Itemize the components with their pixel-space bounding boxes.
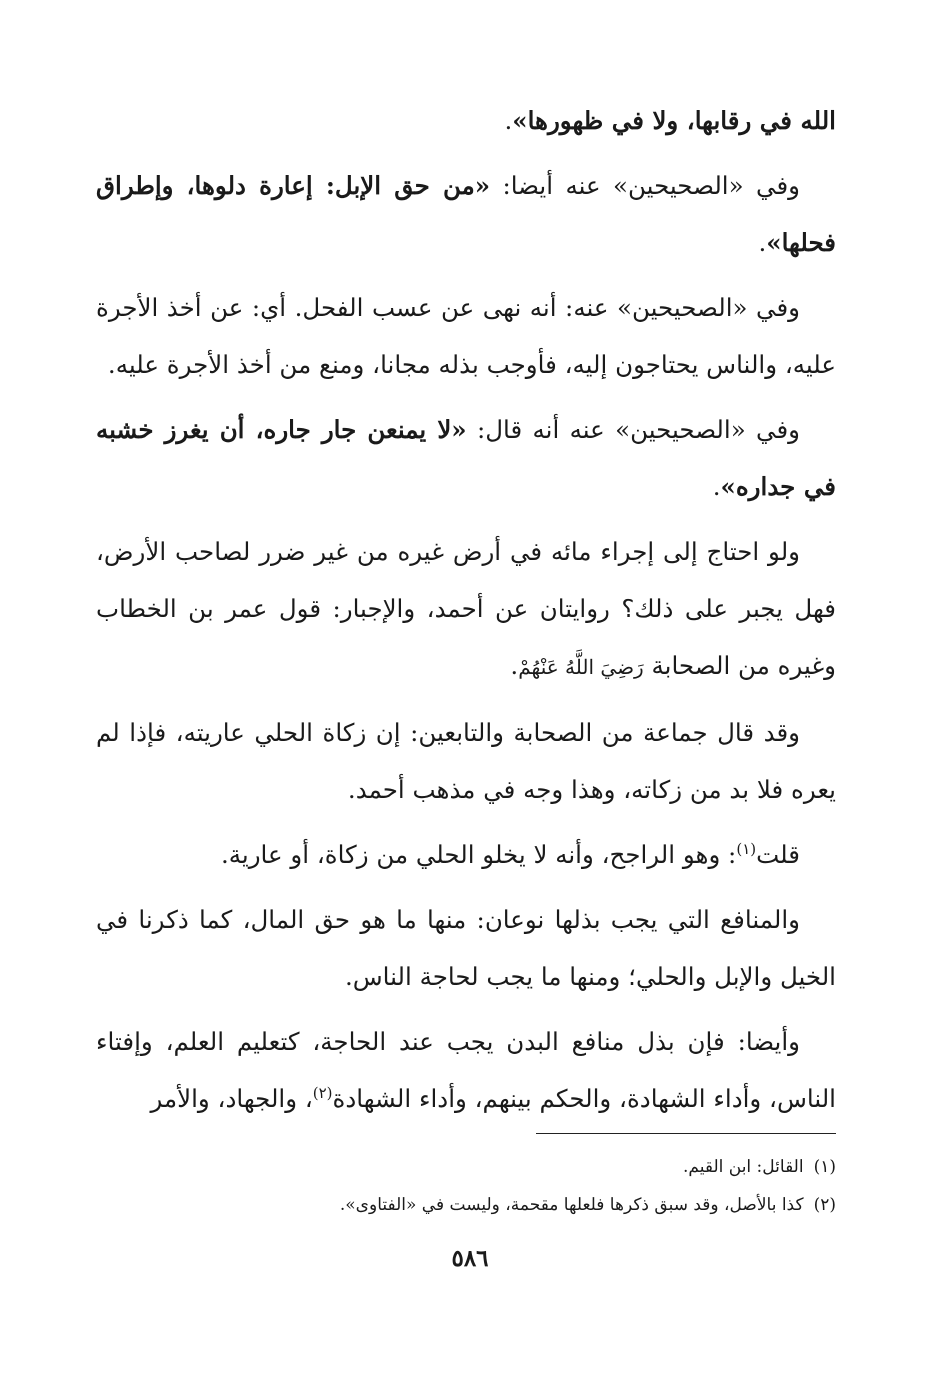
paragraph-text: .	[504, 106, 513, 135]
paragraph-text: وفي «الصحيحين» عنه: أنه نهى عن عسب الفحل. أي: عن أخذ الأجرة عليه، والناس يحتاجون إليه، فأوجب بذله مجانا، ومنع من أخذ الأجرة عليه.	[96, 293, 836, 379]
footnote-ref: (٢)	[312, 1083, 333, 1102]
paragraph-text: وقد قال جماعة من الصحابة والتابعين: إن زكاة الحلي عاريته، فإذا لم يعره فلا بد من زكاته، وهذا وجه في مذهب أحمد.	[96, 718, 836, 804]
paragraph-text: .	[712, 472, 721, 501]
page-number: ٥٨٦	[451, 1245, 489, 1272]
paragraph-text: وفي «الصحيحين» عنه أنه قال:	[466, 415, 801, 444]
paragraph-text: .	[758, 228, 767, 257]
paragraph	[96, 523, 836, 696]
paragraph-text: «من حق الإبل: إعارة دلوها، وإطراق فحلها»	[96, 171, 836, 257]
footnote	[100, 1148, 836, 1186]
paragraph-text: ولو احتاج إلى إجراء مائه في أرض غيره من غير ضرر لصاحب الأرض، فهل يجبر على ذلك؟ روايتان عن أحمد، والإجبار: قول عمر بن الخطاب وغيره من الصحابة	[96, 537, 836, 680]
paragraph-text: : وهو الراجح، وأنه لا يخلو الحلي من زكاة، أو عارية.	[220, 840, 737, 869]
paragraph-text: ، والجهاد، والأمر	[150, 1084, 313, 1113]
paragraph-text: قلت	[756, 840, 800, 869]
footnote	[100, 1186, 836, 1224]
footnote-text: كذا بالأصل، وقد سبق ذكرها فلعلها مقحمة، وليست في «الفتاوى».	[339, 1195, 804, 1215]
paragraph	[96, 704, 836, 818]
paragraph	[96, 157, 836, 271]
footnotes	[100, 1148, 836, 1224]
honorific-text: رَضِيَ اللَّهُ عَنْهُمْ	[518, 655, 644, 679]
footnote-mark: (١)	[813, 1157, 836, 1177]
paragraph	[96, 891, 836, 1005]
paragraph-text: الله في رقابها، ولا في ظهورها»	[512, 106, 836, 135]
footnote-mark: (٢)	[813, 1195, 836, 1215]
footnote-ref: (١)	[736, 839, 757, 858]
paragraph	[96, 401, 836, 515]
paragraph	[96, 826, 836, 883]
footnote-separator	[536, 1133, 836, 1134]
paragraph	[96, 1013, 836, 1127]
paragraph-text: والمنافع التي يجب بذلها نوعان: منها ما هو حق المال، كما ذكرنا في الخيل والإبل والحلي؛ ومنها ما يجب لحاجة الناس.	[96, 905, 836, 991]
paragraph	[96, 92, 836, 149]
paragraph-text: .	[510, 651, 519, 680]
paragraph-text: «لا يمنعن جار جاره، أن يغرز خشبه في جداره»	[96, 415, 836, 501]
page-body	[96, 92, 836, 1135]
paragraph-text: وفي «الصحيحين» عنه أيضا:	[490, 171, 800, 200]
paragraph-text: وأيضا: فإن بذل منافع البدن يجب عند الحاجة، كتعليم العلم، وإفتاء الناس، وأداء الشهادة، والحكم بينهم، وأداء الشهادة	[96, 1027, 836, 1113]
footnote-text: القائل: ابن القيم.	[683, 1157, 804, 1177]
paragraph	[96, 279, 836, 393]
